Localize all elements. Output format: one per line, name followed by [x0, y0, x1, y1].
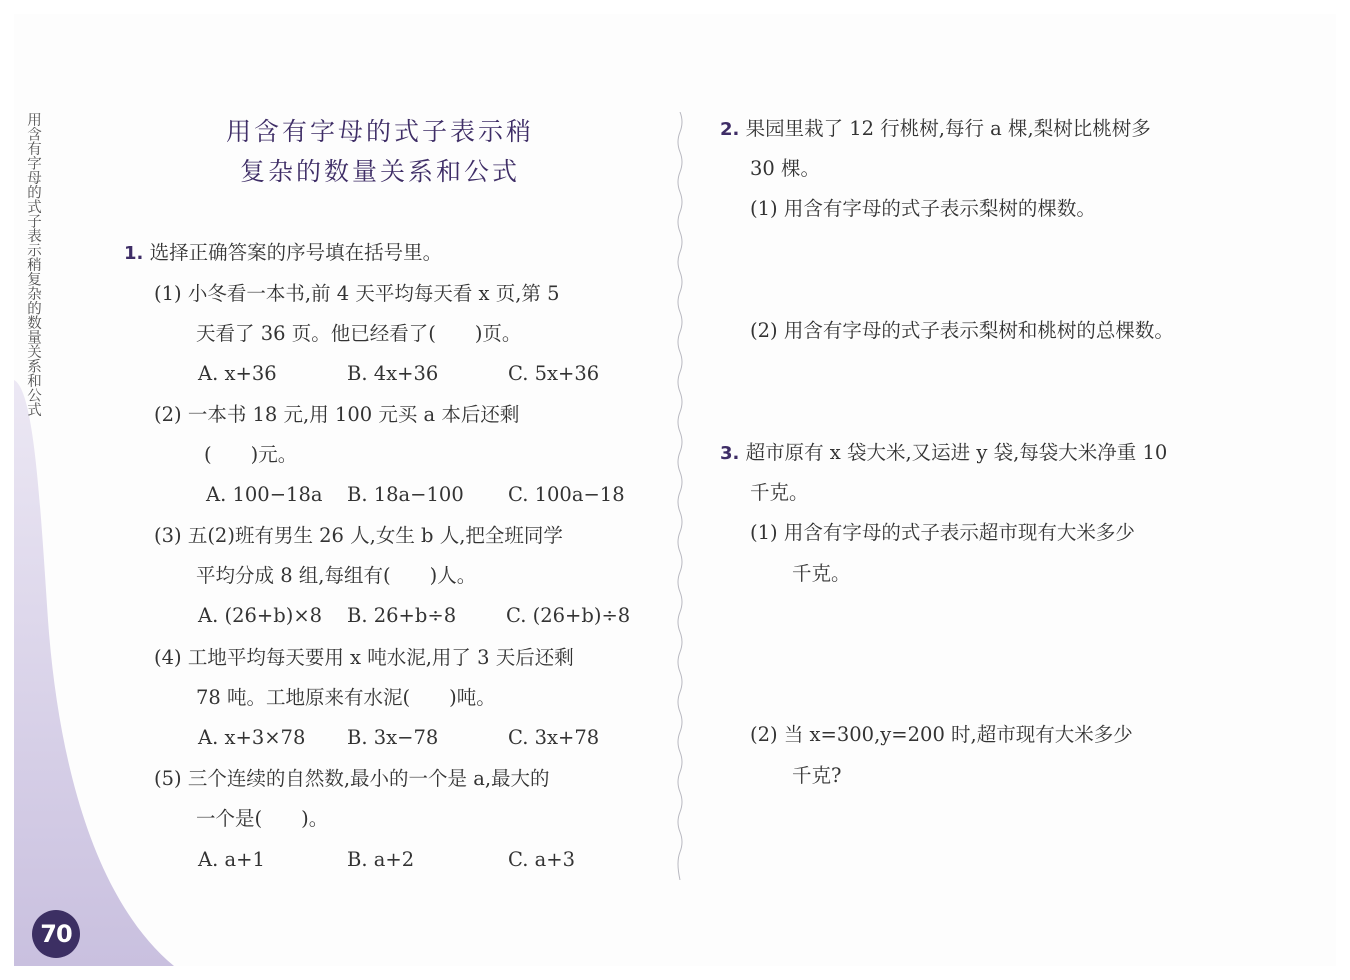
q1-item3-option-b: B. 26+b÷8 [347, 604, 457, 627]
q1-item3-option-a: A. (26+b)×8 [198, 604, 323, 627]
q1-item2-stem-line2: ( )元。 [204, 443, 298, 466]
q2-stem-line2: 30 棵。 [750, 157, 821, 180]
title-line-1: 用含有字母的式子表示稍 [225, 117, 534, 146]
q1-item2-stem-line1: (2) 一本书 18 元,用 100 元买 a 本后还剩 [154, 403, 520, 426]
q1-item1-option-a: A. x+36 [198, 362, 277, 385]
q3-sub1-line2: 千克。 [792, 562, 851, 585]
q3-sub2-line2: 千克? [792, 764, 842, 787]
q1-item1-option-c: C. 5x+36 [508, 362, 600, 385]
q1-item1-stem-line1: (1) 小冬看一本书,前 4 天平均每天看 x 页,第 5 [154, 282, 560, 305]
chapter-title-vertical: 用含有字母的式子表示稍复杂的数量关系和公式 [25, 112, 41, 417]
q3-number: 3. [720, 443, 740, 464]
q1-instruction: 选择正确答案的序号填在括号里。 [149, 241, 443, 264]
side-decoration [14, 380, 174, 966]
q1-item4-option-c: C. 3x+78 [508, 726, 600, 749]
q1-item4-stem-line1: (4) 工地平均每天要用 x 吨水泥,用了 3 天后还剩 [154, 646, 574, 669]
q2-sub2: (2) 用含有字母的式子表示梨树和桃树的总棵数。 [750, 319, 1174, 342]
q1-item5-stem-line2: 一个是( )。 [196, 807, 329, 830]
q1-item5-option-b: B. a+2 [347, 848, 415, 871]
q2-stem-line1 [720, 114, 1151, 145]
q1-item2-option-b: B. 18a−100 [347, 483, 464, 506]
q3-sub1-line1: (1) 用含有字母的式子表示超市现有大米多少 [750, 521, 1135, 544]
q1-item5-option-a: A. a+1 [198, 848, 265, 871]
q1-item5-option-c: C. a+3 [508, 848, 575, 871]
q3-stem-line2: 千克。 [750, 481, 809, 504]
q1-item3-stem-line2: 平均分成 8 组,每组有( )人。 [196, 564, 477, 587]
q2-sub1: (1) 用含有字母的式子表示梨树的棵数。 [750, 197, 1096, 220]
title-line-2: 复杂的数量关系和公式 [239, 157, 520, 186]
q1-item1-option-b: B. 4x+36 [347, 362, 439, 385]
q1-item2-option-c: C. 100a−18 [508, 483, 625, 506]
page-number: 70 [32, 910, 80, 958]
q2-stem: 果园里栽了 12 行桃树,每行 a 棵,梨树比桃树多 [745, 117, 1151, 140]
q1-item3-option-c: C. (26+b)÷8 [506, 604, 631, 627]
q3-stem: 超市原有 x 袋大米,又运进 y 袋,每袋大米净重 10 [745, 441, 1168, 464]
q2-number: 2. [720, 119, 740, 140]
q3-stem-line1 [720, 438, 1167, 469]
q1-item1-stem-line2: 天看了 36 页。他已经看了( )页。 [196, 322, 522, 345]
q1-item2-option-a: A. 100−18a [206, 483, 323, 506]
q1-item4-stem-line2: 78 吨。工地原来有水泥( )吨。 [196, 686, 496, 709]
q1-item4-option-a: A. x+3×78 [198, 726, 306, 749]
q1-item3-stem-line1: (3) 五(2)班有男生 26 人,女生 b 人,把全班同学 [154, 524, 563, 547]
q1-number: 1. [124, 243, 144, 264]
q3-sub2-line1: (2) 当 x=300,y=200 时,超市现有大米多少 [750, 723, 1133, 746]
q1-item5-stem-line1: (5) 三个连续的自然数,最小的一个是 a,最大的 [154, 767, 550, 790]
lesson-title [150, 112, 610, 192]
column-divider [676, 112, 684, 880]
q1-item4-option-b: B. 3x−78 [347, 726, 439, 749]
q1-heading [124, 238, 442, 269]
